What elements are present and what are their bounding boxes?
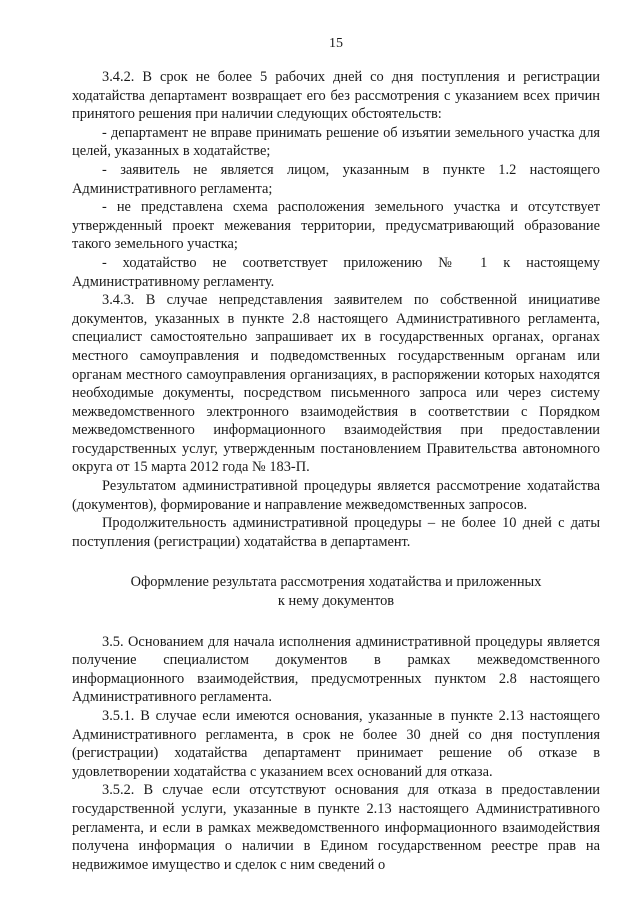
section-title [72, 573, 600, 610]
paragraph-duration: Продолжительность административной процедуры – не более 10 дней с даты поступления (регистрации) ходатайства в департамент. [72, 515, 600, 550]
list-item-applicant-not-person: - заявитель не является лицом, указанным в пункте 1.2 настоящего Административного регламента; [72, 161, 600, 197]
paragraph-3-4-3: 3.4.3. В случае непредставления заявителем по собственной инициативе документов, указанных в пункте 2.8 настоящего Административного регламента, специалист самостоятельно запрашивает их в государственных органах, органах местного самоуправления и подведомственных государственным органам или органам местного самоуправления организациях, в распоряжении которых находятся необходимые документы, посредством письменного запроса или через систему межведомственного электронного взаимодействия в соответствии с Порядком межведомственного информационного взаимодействия при предоставлении государственных услуг, утвержденным постановлением Правительства автономного округа от 15 марта 2012 года № 183-П. [72, 292, 600, 476]
paragraph-3-5: 3.5. Основанием для начала исполнения административной процедуры является получение специалистом документов в рамках межведомственного информационного взаимодействия, предусмотренных пунктом 2.8 настоящего Административного регламента. [72, 633, 600, 706]
paragraph-3-5-1: 3.5.1. В случае если имеются основания, указанные в пункте 2.13 настоящего Административного регламента, в срок не более 30 дней со дня поступления (регистрации) ходатайства департамент принимает решение об отказе в удовлетворении ходатайства с указанием всех оснований для отказа. [72, 708, 600, 780]
page-number: 15 [329, 36, 343, 51]
paragraph-3-4-2: 3.4.2. В срок не более 5 рабочих дней со дня поступления и регистрации ходатайства департамент возвращает его без рассмотрения с указанием всех причин принятого решения при наличии следующих обстоятельств: [72, 69, 600, 123]
list-item-not-matching-appendix: - ходатайство не соответствует приложению № 1 к настоящему Административному регламенту. [72, 254, 600, 290]
section-title-line-1: Оформление результата рассмотрения ходатайства и приложенных [130, 574, 542, 591]
list-item-no-scheme: - не представлена схема расположения земельного участка и отсутствует утвержденный проект межевания территории, предусматривающий образование такого земельного участка; [72, 199, 600, 253]
document-body [72, 68, 600, 874]
paragraph-3-5-2: 3.5.2. В случае если отсутствуют основания для отказа в предоставлении государственной услуги, указанные в пункте 2.13 настоящего Административного регламента, и если в рамках межведомственного информационного взаимодействия получена информация о наличии в Едином государственном реестре прав на недвижимое имущество и сделок с ним сведений о [72, 782, 600, 873]
section-title-line-2: к нему документов [277, 593, 395, 610]
paragraph-result: Результатом административной процедуры является рассмотрение ходатайства (документов), формирование и направление межведомственных запросов. [72, 478, 600, 513]
list-item-not-entitled: - департамент не вправе принимать решение об изъятии земельного участка для целей, указанных в ходатайстве; [72, 124, 600, 160]
